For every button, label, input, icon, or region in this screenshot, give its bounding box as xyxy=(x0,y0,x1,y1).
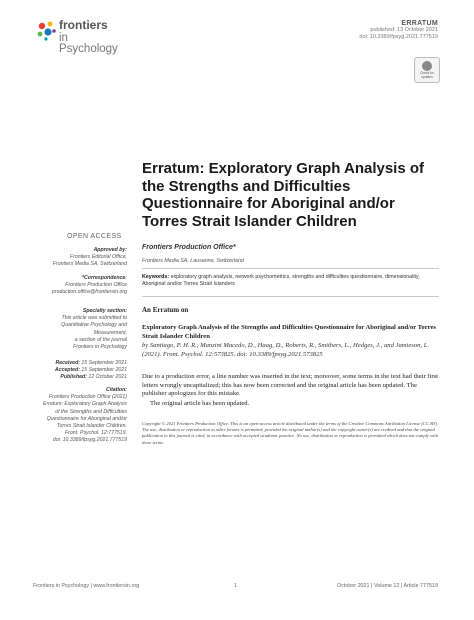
published-label: Published: xyxy=(60,374,87,381)
accepted-label: Accepted: xyxy=(54,367,80,374)
citation-line: of the Strengths and Difficulties xyxy=(55,408,127,415)
citation-label: Citation: xyxy=(105,387,127,393)
citation-line: Torres Strait Islander Children. xyxy=(56,423,127,430)
specialty-section-block xyxy=(24,308,127,351)
correspondence-name: Frontiers Production Office xyxy=(65,282,127,289)
footer-issue: October 2021 | Volume 12 | Article 777519 xyxy=(336,583,438,589)
article-title: Erratum: Exploratory Graph Analysis of the Strengths and Difficulties Questionnaire for Aboriginal and/or Torres Strait Islander Children xyxy=(142,160,425,230)
open-access-label: OPEN ACCESS xyxy=(67,233,122,240)
check-updates-icon xyxy=(422,61,432,71)
original-article-citation: by Santiago, P. H. R., Manzini Macedo, D., Haag, D., Roberts, R., Smithers, L., Hedges, J., and Jamieson, L. (2021). Front. Psychol. 12:573825. doi: 10.3389/fpsyg.2021.573825 xyxy=(142,342,430,358)
footer-journal[interactable]: Frontiers in Psychology | www.frontiersin.org xyxy=(33,583,140,589)
citation-block xyxy=(24,387,127,445)
check-badge-line-1: Check for xyxy=(420,71,434,75)
keywords-label: Keywords: xyxy=(142,274,170,280)
specialty-line: This article was submitted to xyxy=(61,315,127,322)
check-for-updates-badge[interactable] xyxy=(414,57,440,83)
published-date: published: 13 October 2021 xyxy=(370,27,438,33)
approved-by-line: Frontiers Media SA, Switzerland xyxy=(52,261,127,268)
specialty-line: a section of the journal xyxy=(74,336,127,343)
approved-by-label: Approved by: xyxy=(93,247,127,253)
citation-line: Front. Psychol. 12:777519. xyxy=(65,430,127,437)
journal-name: in Psychology xyxy=(59,32,118,55)
keywords-text: exploratory graph analysis, network psychometrics, strengths and difficulties questionnaire, dimensionality, Aboriginal and/or Torres Strait Islanders xyxy=(142,274,420,288)
accepted-date: 15 September 2021 xyxy=(81,367,127,374)
approved-by-block xyxy=(24,247,127,269)
specialty-line: Quantitative Psychology and xyxy=(61,322,127,329)
keywords xyxy=(142,274,440,289)
article-meta xyxy=(359,20,438,41)
article-type: ERRATUM xyxy=(401,20,438,27)
body-paragraph: The original article has been updated. xyxy=(150,400,250,407)
frontiers-logo-icon xyxy=(36,20,58,42)
specialty-line: Frontiers in Psychology xyxy=(73,344,127,351)
divider xyxy=(142,268,439,269)
original-article-title[interactable]: Exploratory Graph Analysis of the Strengths and Difficulties Questionnaire for Aboriginal and/or Torres Strait Islander Children xyxy=(142,324,436,340)
frontiers-logo xyxy=(36,18,128,55)
body-paragraph: Due to a production error, a line number was inserted in the text; moreover, some terms in the text had their first letters wrongly uncapitalized; this has now been corrected and the original article has been updated. The publisher apologizes for this mistake. xyxy=(142,373,438,398)
citation-line: Frontiers Production Office (2021) xyxy=(48,394,127,401)
citation-line: Erratum: Exploratory Graph Analysis xyxy=(43,401,127,408)
author-affiliation: Frontiers Media SA, Lausanne, Switzerland xyxy=(142,258,244,264)
brand-name: frontiers xyxy=(59,18,108,32)
specialty-label: Specialty section: xyxy=(82,308,127,314)
check-badge-line-2: updates xyxy=(421,74,433,79)
citation-doi[interactable]: doi: 10.3389/fpsyg.2021.777519 xyxy=(52,437,127,444)
author-name: Frontiers Production Office* xyxy=(142,244,236,251)
erratum-on-heading: An Erratum on xyxy=(142,306,189,314)
correspondence-label: *Correspondence: xyxy=(82,275,127,281)
correspondence-block xyxy=(24,275,127,297)
received-label: Received: xyxy=(55,360,80,366)
specialty-line: Measurement, xyxy=(93,329,127,336)
published-side-date: 12 October 2021 xyxy=(88,374,127,381)
received-date: 15 September 2021 xyxy=(81,360,127,366)
correspondence-email[interactable]: production.office@frontiersin.org xyxy=(51,289,127,296)
citation-line: Questionnaire for Aboriginal and/or xyxy=(46,415,127,422)
divider xyxy=(142,296,439,297)
page-number: 1 xyxy=(234,583,237,589)
doi[interactable]: doi: 10.3389/fpsyg.2021.777519 xyxy=(359,34,438,40)
copyright-notice: Copyright © 2021 Frontiers Production Office. This is an open-access article distributed under the terms of the Creative Commons Attribution License (CC BY). The use, distribution or reproduction in other forums is permitted, provided the original author(s) and the copyright owner(s) are credited and that the original publication in this journal is cited, in accordance with accepted academic practice. No use, distribution or reproduction is permitted which does not comply with these terms. xyxy=(142,421,439,445)
approved-by-line: Frontiers Editorial Office, xyxy=(69,254,127,261)
dates-block xyxy=(24,360,127,382)
